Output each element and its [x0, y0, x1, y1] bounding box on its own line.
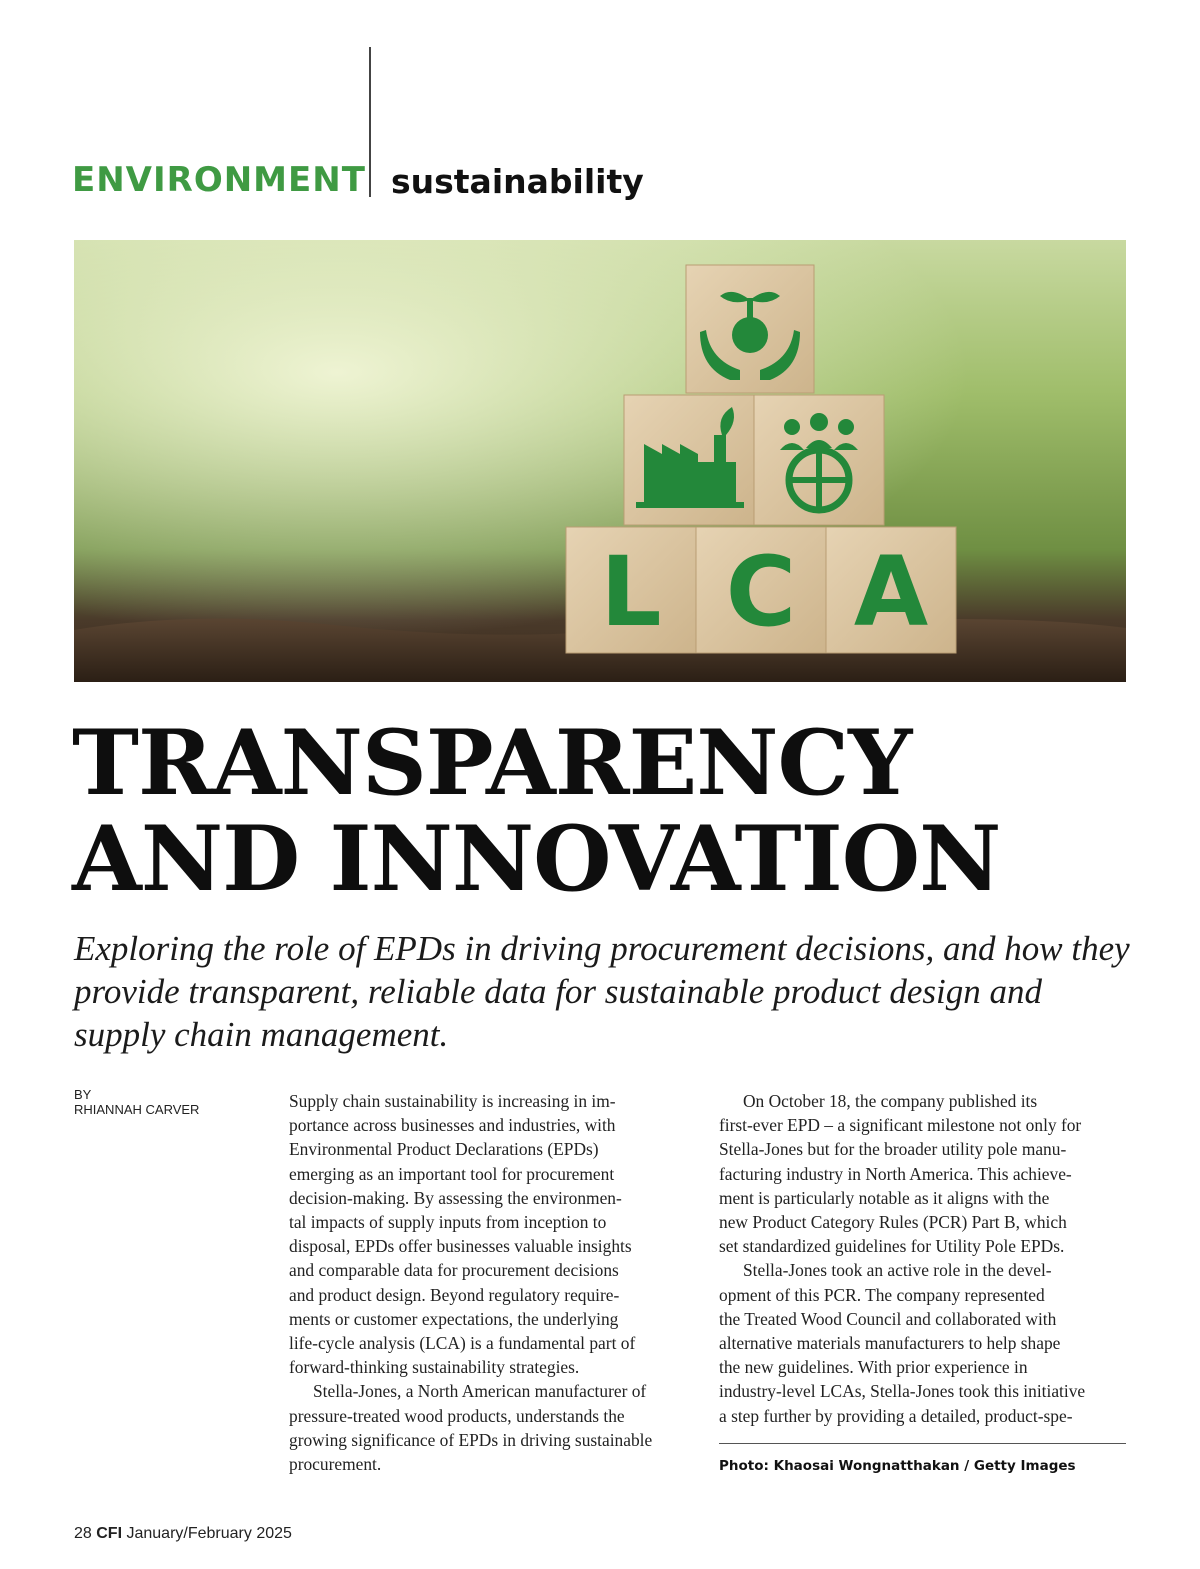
byline-author: RHIANNAH CARVER: [74, 1102, 200, 1117]
text-line: and comparable data for procurement decisions: [289, 1260, 619, 1281]
text-line: tal impacts of supply inputs from inception to: [289, 1212, 607, 1233]
text-line: On October 18, the company published its: [743, 1091, 1038, 1111]
page-footer: [74, 1525, 292, 1543]
text-line: ment is particularly notable as it aligns with the: [719, 1187, 1050, 1208]
people-globe-icon: [780, 413, 858, 510]
text-line: pressure-treated wood products, understands the: [289, 1405, 625, 1426]
article-column-1: [289, 1089, 693, 1476]
text-line: forward-thinking sustainability strategies.: [289, 1357, 580, 1378]
article-deck: Exploring the role of EPDs in driving procurement decisions, and how they provide transparent, reliable data for sustainable product design and supply chain management.: [74, 929, 1130, 1054]
issue-date: January/February 2025: [126, 1525, 292, 1542]
section-divider: [369, 47, 371, 197]
text-line: portance across businesses and industries, with: [289, 1115, 616, 1136]
text-line: facturing industry in North America. This achieve-: [719, 1163, 1072, 1184]
text-line: the new guidelines. With prior experience in: [719, 1357, 1028, 1378]
text-line: ments or customer expectations, the underlying: [289, 1308, 619, 1329]
publication-name: CFI: [96, 1525, 123, 1542]
hero-image: [74, 240, 1126, 682]
article-column-2: [719, 1089, 1129, 1428]
section-subcategory: sustainability: [391, 162, 644, 201]
text-line: industry-level LCAs, Stella-Jones took this initiative: [719, 1381, 1086, 1402]
text-line: opment of this PCR. The company represented: [719, 1284, 1045, 1305]
text-line: set standardized guidelines for Utility Pole EPDs.: [719, 1236, 1065, 1257]
text-line: Environmental Product Declarations (EPDs): [289, 1139, 599, 1160]
headline-line: AND INNOVATION: [72, 806, 1001, 912]
text-line: a step further by providing a detailed, product-spe-: [719, 1405, 1073, 1426]
block-letter-c: C: [725, 536, 797, 648]
text-line: decision-making. By assessing the environmen-: [289, 1187, 622, 1208]
block-letter-a: A: [853, 536, 929, 648]
text-line: Supply chain sustainability is increasing in im-: [289, 1091, 616, 1111]
text-line: Stella-Jones, a North American manufacturer of: [313, 1381, 647, 1402]
text-line: Stella-Jones took an active role in the devel-: [743, 1260, 1052, 1281]
photo-credit: Photo: Khaosai Wongnatthakan / Getty Images: [719, 1458, 1076, 1474]
text-line: and product design. Beyond regulatory require-: [289, 1284, 620, 1305]
text-line: first-ever EPD – a significant milestone not only for: [719, 1115, 1082, 1136]
paragraph: [289, 1379, 693, 1476]
article-headline: [72, 710, 1001, 912]
paragraph: [719, 1258, 1129, 1427]
text-line: new Product Category Rules (PCR) Part B, which: [719, 1212, 1067, 1233]
headline-line: TRANSPARENCY: [72, 710, 912, 816]
block-letter-l: L: [600, 536, 662, 648]
text-line: emerging as an important tool for procurement: [289, 1163, 615, 1184]
paragraph: [719, 1089, 1129, 1258]
text-line: growing significance of EPDs in driving sustainable: [289, 1429, 653, 1450]
text-line: procurement.: [289, 1454, 382, 1475]
text-line: disposal, EPDs offer businesses valuable insights: [289, 1236, 632, 1257]
text-line: the Treated Wood Council and collaborated with: [719, 1308, 1057, 1329]
section-category: ENVIRONMENT: [72, 160, 366, 200]
byline: [74, 1087, 199, 1117]
paragraph: [289, 1089, 693, 1379]
byline-by: BY: [74, 1087, 92, 1102]
text-line: life-cycle analysis (LCA) is a fundamental part of: [289, 1333, 636, 1354]
text-line: Stella-Jones but for the broader utility pole manu-: [719, 1139, 1067, 1160]
text-line: alternative materials manufacturers to help shape: [719, 1333, 1061, 1354]
lca-blocks-illustration: [74, 240, 1126, 682]
caption-divider: [719, 1443, 1126, 1444]
page-number: 28: [74, 1525, 92, 1542]
